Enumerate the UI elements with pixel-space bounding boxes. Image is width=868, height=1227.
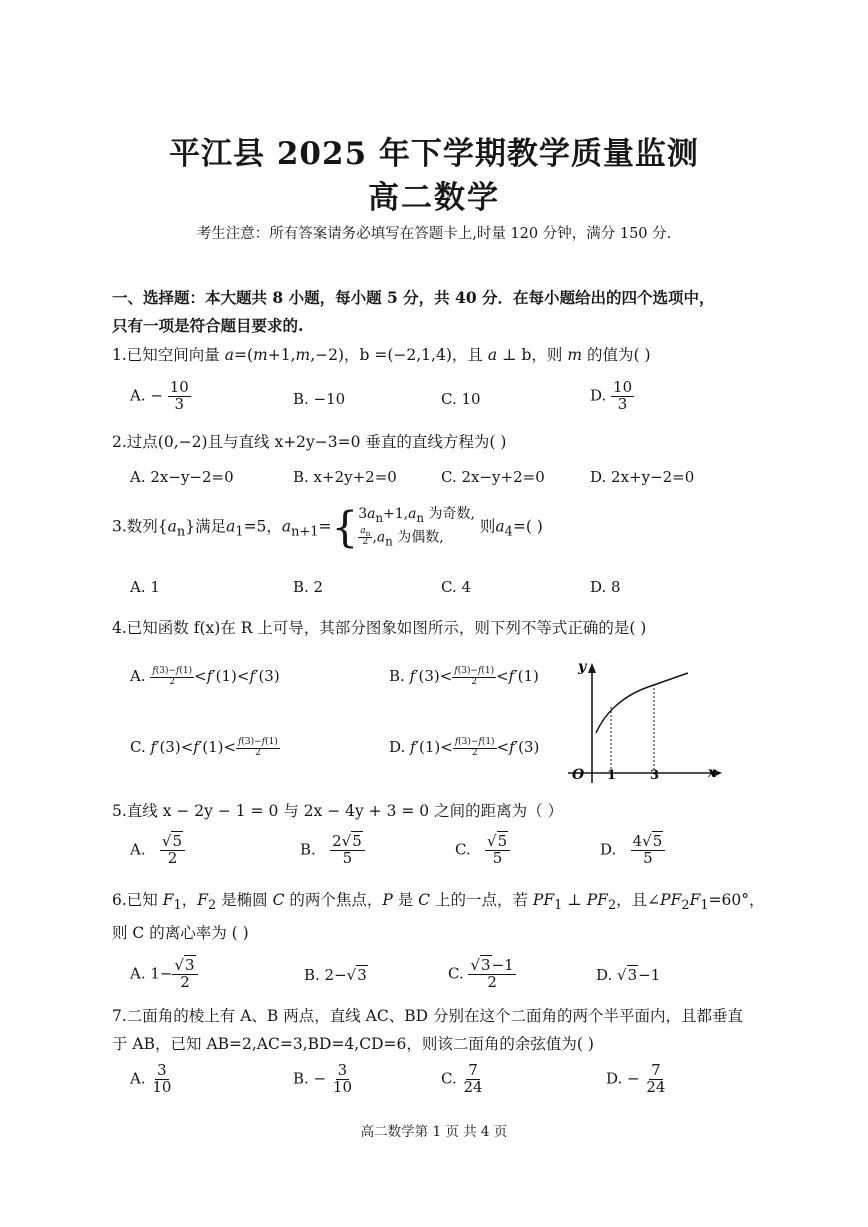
question-6-option-a: A. 1− $\frac{√3}{2}$ [130, 958, 198, 991]
graph-origin-label: O [572, 767, 585, 783]
question-2-option-b: B. x+2y+2=0 [293, 468, 397, 486]
question-6-stem-line2: 则 C 的离心率为 ( ) [112, 924, 249, 942]
function-curve [596, 673, 688, 733]
question-5-stem: 5.直线 x − 2y − 1 = 0 与 2x − 4y + 3 = 0 之间的距离为（ ） [112, 802, 563, 820]
exam-title: 平江县 2025 年下学期教学质量监测 [169, 136, 699, 172]
question-7-option-d: D. − $\frac{7}{24}$ [606, 1061, 666, 1096]
graph-y-label: y [578, 659, 587, 675]
section-heading-line2: 只有一项是符合题目要求的. [112, 316, 304, 335]
section-heading-line1: 一、选择题：本大题共 8 小题，每小题 5 分，共 40 分．在每小题给出的四个选项中， [112, 288, 715, 307]
question-2-stem: 2.过点(0,−2)且与直线 x+2y−3=0 垂直的直线方程为( ) [112, 433, 507, 451]
question-7-option-a: A. $\frac{3}{10}$ [130, 1061, 172, 1096]
page-footer: 高二数学第 1 页 共 4 页 [360, 1124, 508, 1140]
question-5-option-b: B. $\frac{2√5}{5}$ [300, 834, 365, 867]
graph-x-label: x [708, 765, 717, 781]
question-6-option-c: C. $\frac{√3-1}{2}$ [448, 956, 514, 991]
question-4-option-d: D. f′(1)< $\frac{f(3)-f(1)}{2}$ <f′(3) [389, 737, 540, 758]
question-4-option-a: A. $\frac{f(3)-f(1)}{2}$ <f′(1)<f′(3) [130, 666, 280, 687]
question-3-option-b: B. 2 [293, 578, 324, 596]
question-7-stem-line1: 7.二面角的棱上有 A、B 两点，直线 AC、BD 分别在这个二面角的两个半平面内，且都垂直 [112, 1007, 743, 1025]
question-5-option-a: A. $\frac{√5}{2}$ [130, 834, 185, 867]
question-6-option-b: B. 2−√3 [304, 966, 367, 984]
question-3-option-d: D. 8 [590, 578, 621, 596]
question-5-option-c: C. $\frac{√5}{5}$ [455, 834, 510, 867]
question-7-option-c: C. $\frac{7}{24}$ [441, 1061, 483, 1096]
question-4-option-c: C. f′(3)<f′(1)< $\frac{f(3)-f(1)}{2}$ [130, 737, 278, 758]
graph-tick-1: 1 [607, 768, 617, 783]
exam-notice: 考生注意：所有答案请务必填写在答题卡上,时量 120 分钟，满分 150 分. [196, 226, 672, 242]
question-2-option-a: A. 2x−y−2=0 [130, 468, 234, 486]
question-5-option-d: D. $\frac{4√5}{5}$ [600, 834, 665, 867]
exam-subject: 高二数学 [368, 180, 500, 216]
question-1-option-d: D. $\frac{10}{3}$ [590, 378, 633, 413]
question-4-option-b: B. f′(3)< $\frac{f(3)-f(1)}{2}$ <f′(1) [389, 666, 539, 687]
question-3-option-c: C. 4 [441, 578, 472, 596]
question-3-stem: 3.数列$\{a_n\}$满足$a_1=5$，$a_{n+1}=${ $3a_n+1,a_n$ 为奇数, $\frac{a_n}{2}$ $,a_n$ 为偶数, 则$a_4=$( ) [112, 502, 543, 552]
question-1-option-a: A. − $\frac{10}{3}$ [130, 378, 189, 413]
question-1-option-b: B. −10 [293, 390, 346, 408]
question-7-option-b: B. − $\frac{3}{10}$ [293, 1061, 352, 1096]
function-graph [560, 655, 730, 785]
question-6-stem-line1: 6.已知 $F_1$，$F_2$ 是椭圆 C 的两个焦点，P 是 C 上的一点，若 $PF_1$ ⊥ $PF_2$，且$\angle PF_2F_1=60^\circ$， [112, 891, 765, 914]
question-4-stem: 4.已知函数 f(x)在 R 上可导，其部分图象如图所示，则下列不等式正确的是( ) [112, 619, 647, 637]
question-1-option-c: C. 10 [441, 390, 481, 408]
question-2-option-c: C. 2x−y+2=0 [441, 468, 545, 486]
question-7-stem-line2: 于 AB，已知 AB=2,AC=3,BD=4,CD=6，则该二面角的余弦值为( ) [112, 1035, 594, 1053]
question-6-option-d: D. √3−1 [596, 966, 661, 984]
graph-tick-3: 3 [650, 768, 660, 783]
question-2-option-d: D. 2x+y−2=0 [590, 468, 695, 486]
question-1-stem: 1.已知空间向量 a=(m+1,m,−2)，b =(−2,1,4)，且 a ⊥ b，则 m 的值为( ) [112, 346, 651, 364]
y-axis-arrow [588, 663, 596, 673]
question-3-option-a: A. 1 [130, 578, 160, 596]
